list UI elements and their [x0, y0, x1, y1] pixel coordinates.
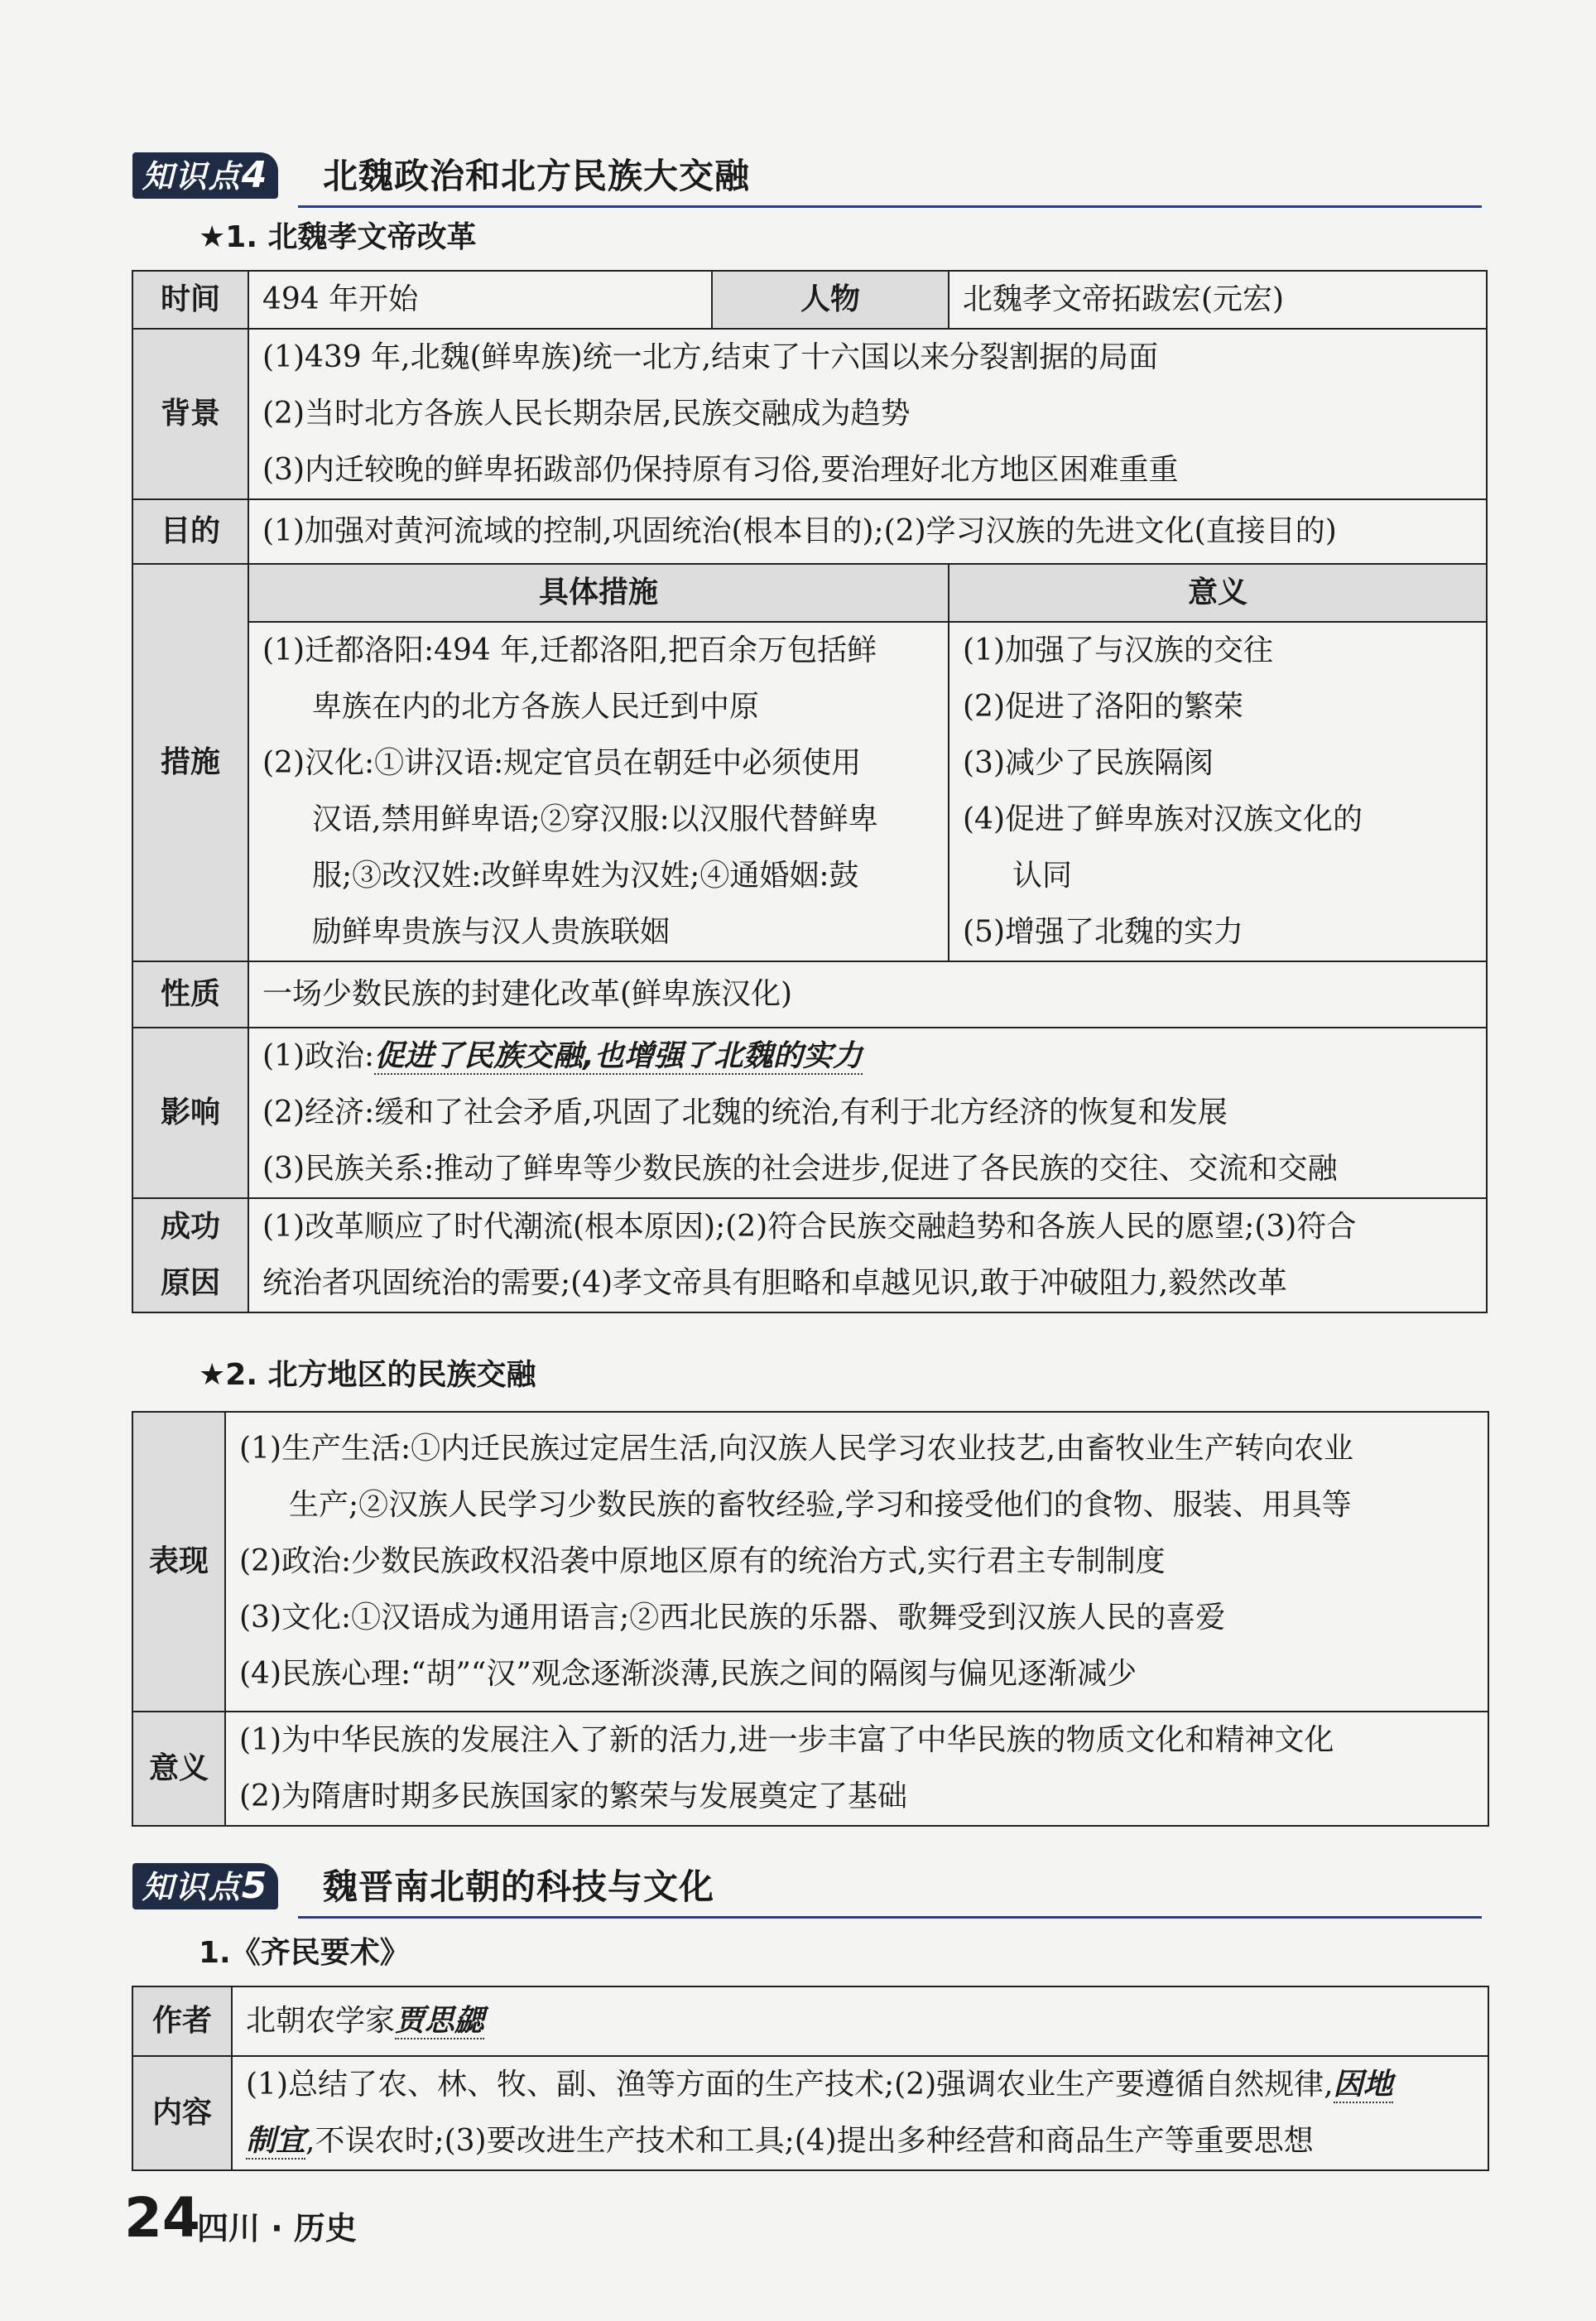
row-time: [132, 271, 1487, 329]
influence-cell: [248, 1028, 1487, 1198]
measures-col2-head: 意义: [949, 564, 1487, 622]
influence-line-2: (2)经济:缓和了社会矛盾,巩固了北魏的统治,有利于北方经济的恢复和发展: [262, 1095, 1228, 1129]
success-line: 统治者巩固统治的需要;(4)孝文帝具有胆略和卓越见识,敢于冲破阻力,毅然改革: [262, 1266, 1288, 1300]
significance-label: 意义: [132, 1712, 225, 1826]
measures-detail-cell: [248, 622, 949, 961]
person-label: 人物: [712, 271, 949, 329]
background-line: (3)内迁较晚的鲜卑拓跋部仍保持原有习俗,要治理好北方地区困难重重: [262, 453, 1179, 487]
success-cell: [248, 1198, 1487, 1312]
content-l2-text: ,不误农时;(3)要改进生产技术和工具;(4)提出多种经营和商品生产等重要思想: [305, 2124, 1314, 2158]
handwritten-zhiyi: 制宜: [246, 2124, 306, 2158]
kp4-badge-text: 知识点: [142, 158, 242, 195]
background-cell: [248, 329, 1487, 499]
significance-line: (4)促进了鲜卑族对汉族文化的: [963, 802, 1363, 836]
fusion-significance-line: (1)为中华民族的发展注入了新的活力,进一步丰富了中华民族的物质文化和精神文化: [239, 1723, 1334, 1757]
fusion-significance-line: (2)为隋唐时期多民族国家的繁荣与发展奠定了基础: [239, 1779, 907, 1813]
content-l1-text: (1)总结了农、林、牧、副、渔等方面的生产技术;(2)强调农业生产要遵循自然规律,: [246, 2068, 1334, 2102]
manifest-line: (3)文化:①汉语成为通用语言;②西北民族的乐器、歌舞受到汉族人民的喜爱: [239, 1601, 1226, 1635]
person-value: 北魏孝文帝拓跋宏(元宏): [949, 271, 1487, 329]
kp4-badge: [132, 152, 278, 199]
background-line: (1)439 年,北魏(鲜卑族)统一北方,结束了十六国以来分裂割据的局面: [262, 340, 1159, 374]
significance-line: (3)减少了民族隔阂: [963, 746, 1214, 780]
measure-line: 汉语,禁用鲜卑语;②穿汉服:以汉服代替鲜卑: [312, 802, 878, 836]
kp5-rule: [298, 1916, 1482, 1919]
significance-line: (5)增强了北魏的实力: [963, 915, 1243, 949]
row-measures-head: [132, 564, 1487, 622]
time-label: 时间: [132, 271, 248, 329]
kp4-header: [132, 152, 1482, 210]
influence-line-3: (3)民族关系:推动了鲜卑等少数民族的社会进步,促进了各民族的交往、交流和交融: [262, 1152, 1338, 1186]
influence-prefix: (1)政治:: [262, 1039, 375, 1073]
manifest-label: 表现: [132, 1412, 225, 1712]
kp4-sub1: ★1. 北魏孝文帝改革: [199, 220, 477, 254]
success-label: [132, 1198, 248, 1312]
row-author: [132, 1986, 1488, 2056]
manifest-line: (2)政治:少数民族政权沿袭中原地区原有的统治方式,实行君主专制制度: [239, 1544, 1166, 1578]
success-label-2: 原因: [160, 1266, 220, 1300]
qimin-table: [132, 1986, 1489, 2171]
kp5-badge: [132, 1863, 278, 1909]
significance-line: (2)促进了洛阳的繁荣: [963, 690, 1243, 724]
row-influence: [132, 1028, 1487, 1198]
row-nature: [132, 961, 1487, 1028]
measures-col1-head: 具体措施: [248, 564, 949, 622]
author-label: 作者: [132, 1986, 232, 2056]
content-label: 内容: [132, 2056, 232, 2170]
page-number: 24: [124, 2186, 200, 2250]
author-prefix: 北朝农学家: [246, 2004, 396, 2038]
success-label-1: 成功: [160, 1210, 220, 1244]
significance-cell: [225, 1712, 1488, 1826]
manifest-cell: [225, 1412, 1488, 1712]
nature-text: 一场少数民族的封建化改革(鲜卑族汉化): [248, 961, 1487, 1028]
significance-line: (1)加强了与汉族的交往: [963, 633, 1273, 667]
kp4-rule: [298, 205, 1482, 208]
manifest-line: 生产;②汉族人民学习少数民族的畜牧经验,学习和接受他们的食物、服装、用具等: [289, 1488, 1352, 1522]
measure-line: (2)汉化:①讲汉语:规定官员在朝廷中必须使用: [262, 746, 862, 780]
influence-label: 影响: [132, 1028, 248, 1198]
purpose-label: 目的: [132, 499, 248, 564]
row-success: [132, 1198, 1487, 1312]
content-cell: [232, 2056, 1488, 2170]
success-line: (1)改革顺应了时代潮流(根本原因);(2)符合民族交融趋势和各族人民的愿望;(3)符合: [262, 1210, 1357, 1244]
kp4-badge-num: 4: [241, 154, 269, 196]
kp5-badge-text: 知识点: [142, 1869, 242, 1905]
measure-line: 励鲜卑贵族与汉人贵族联姻: [312, 915, 671, 949]
measures-label: 措施: [132, 564, 248, 961]
row-measures-body: [132, 622, 1487, 961]
kp5-header: [132, 1863, 1482, 1921]
manifest-line: (4)民族心理:“胡”“汉”观念逐渐淡薄,民族之间的隔阂与偏见逐渐减少: [239, 1657, 1137, 1691]
kp4-sub2: ★2. 北方地区的民族交融: [199, 1358, 536, 1392]
kp4-title: 北魏政治和北方民族大交融: [323, 156, 751, 196]
footer-subject: 四川 · 历史: [197, 2210, 357, 2246]
measure-line: 卑族在内的北方各族人民迁到中原: [312, 690, 760, 724]
fusion-table: [132, 1411, 1489, 1827]
kp5-badge-num: 5: [241, 1865, 269, 1907]
significance-line: 认同: [1012, 859, 1073, 893]
handwritten-author: 贾思勰: [395, 2004, 485, 2038]
row-background: [132, 329, 1487, 499]
row-purpose: [132, 499, 1487, 564]
reform-table: [132, 270, 1488, 1313]
handwritten-answer: 促进了民族交融,也增强了北魏的实力: [374, 1039, 863, 1073]
kp5-title: 魏晋南北朝的科技与文化: [323, 1866, 715, 1907]
row-content: [132, 2056, 1488, 2170]
influence-line-1: [262, 1028, 1473, 1085]
nature-label: 性质: [132, 961, 248, 1028]
author-cell: [232, 1986, 1488, 2056]
row-significance: [132, 1712, 1488, 1826]
row-manifest: [132, 1412, 1488, 1712]
measures-significance-cell: [949, 622, 1487, 961]
content-line-1: [246, 2057, 1474, 2113]
background-label: 背景: [132, 329, 248, 499]
purpose-text: (1)加强对黄河流域的控制,巩固统治(根本目的);(2)学习汉族的先进文化(直接目的): [248, 499, 1487, 564]
measure-line: 服;③改汉姓:改鲜卑姓为汉姓;④通婚姻:鼓: [312, 859, 859, 893]
content-line-2: [246, 2113, 1474, 2169]
handwritten-yindi: 因地: [1333, 2068, 1393, 2102]
manifest-line: (1)生产生活:①内迁民族过定居生活,向汉族人民学习农业技艺,由畜牧业生产转向农业: [239, 1432, 1354, 1466]
kp5-sub1: 1.《齐民要术》: [199, 1936, 410, 1970]
measure-line: (1)迁都洛阳:494 年,迁都洛阳,把百余万包括鲜: [262, 633, 877, 667]
time-value: 494 年开始: [248, 271, 712, 329]
background-line: (2)当时北方各族人民长期杂居,民族交融成为趋势: [262, 397, 911, 431]
